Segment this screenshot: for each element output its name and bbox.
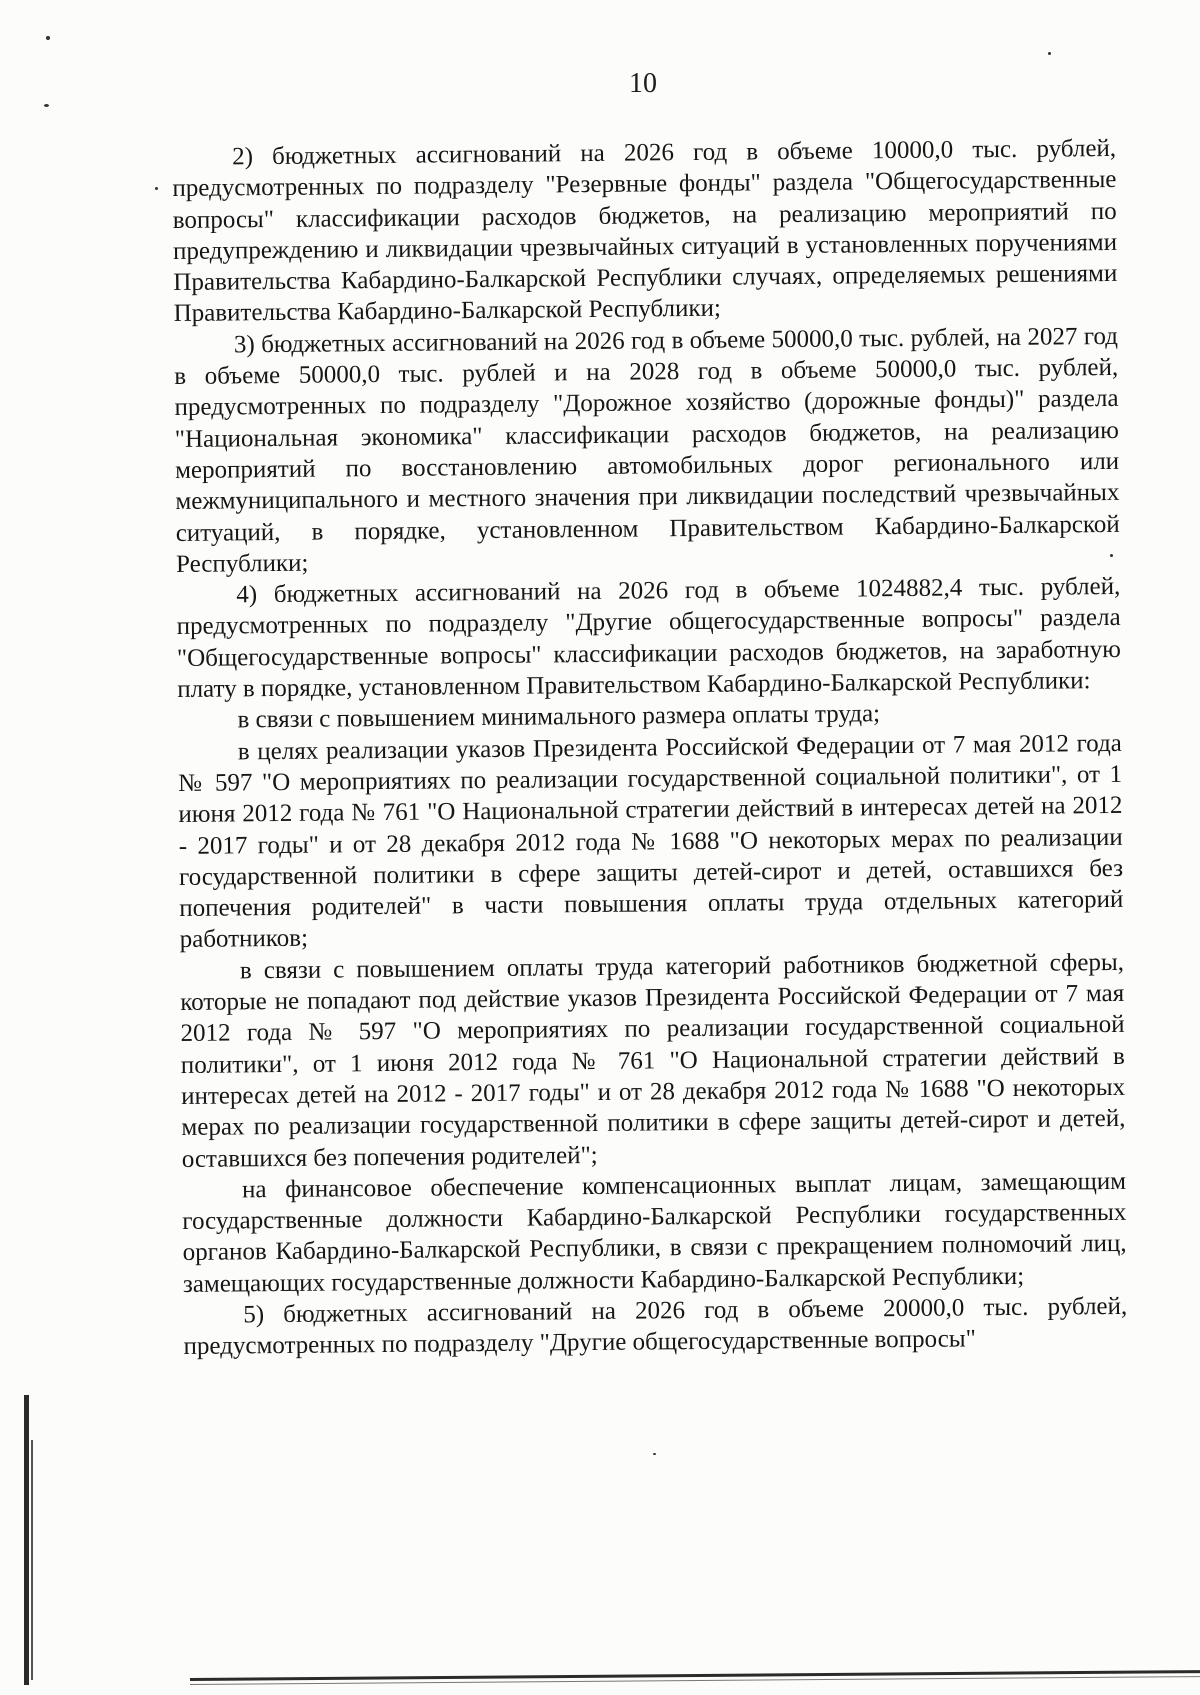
- scan-speck: [155, 187, 158, 190]
- body-text: [172, 133, 1128, 1363]
- scan-edge-bar-thin: [31, 1440, 33, 1680]
- paragraph-item-5: 5) бюджетных ассигнований на 2026 год в объеме 20000,0 тыс. рублей, предусмотренных по подразделу "Другие общегосударственные вопросы": [183, 1292, 1128, 1361]
- paragraph-item-2: 2) бюджетных ассигнований на 2026 год в объеме 10000,0 тыс. рублей, предусмотренных по подразделу "Резервные фонды" раздела "Общегосударственные вопросы" классификации расходов бюджетов, на реализацию мероприятий по предупреждению и ликвидации чрезвычайных ситуаций в установленных поручениями Правительства Кабардино-Балкарской Республики случаях, определяемых решениями Правительства Кабардино-Балкарской Республики;: [172, 134, 1118, 328]
- paragraph-compensation-payments: на финансовое обеспечение компенсационных выплат лицам, замещающим государственные должности Кабардино-Балкарской Республики государственных органов Кабардино-Балкарской Республики, в связи с прекращением полномочий лиц, замещающих государственные должности Кабардино-Балкарской Республики;: [182, 1167, 1127, 1298]
- paragraph-item-3: 3) бюджетных ассигнований на 2026 год в объеме 50000,0 тыс. рублей, на 2027 год в объеме 50000,0 тыс. рублей и на 2028 год в объеме 50000,0 тыс. рублей, предусмотренных по подразделу "Дорожное хозяйство (дорожные фонды)" раздела "Национальная экономика" классификации расходов бюджетов, на реализацию мероприятий по восстановлению автомобильных дорог регионального или межмуниципального и местного значения при ликвидации последствий чрезвычайных ситуаций, в порядке, установленном Правительством Кабардино-Балкарской Республики;: [174, 322, 1120, 578]
- scan-speck: [1110, 554, 1113, 557]
- paragraph-presidential-decrees: в целях реализации указов Президента Российской Федерации от 7 мая 2012 года № 597 "О мероприятиях по реализации государственной социальной политики", от 1 июня 2012 года № 761 "О Национальной стратегии действий в интересах детей на 2012 - 2017 годы" и от 28 декабря 2012 года № 1688 "О некоторых мерах по реализации государственной политики в сфере защиты детей-сирот и детей, оставшихся без попечения родителей" в части повышения оплаты труда отдельных категорий работников;: [178, 729, 1124, 954]
- scan-edge-bar: [24, 1395, 29, 1685]
- scan-speck: [44, 104, 49, 107]
- paragraph-budget-sector-wages: в связи с повышением оплаты труда категорий работников бюджетной сферы, которые не попадают под действие указов Президента Российской Федерации от 7 мая 2012 года № 597 "О мероприятиях по реализации государственной социальной политики", от 1 июня 2012 года № 761 "О Национальной стратегии действий в интересах детей на 2012 - 2017 годы" и от 28 декабря 2012 года № 1688 "О некоторых мерах по реализации государственной политики в сфере защиты детей-сирот и детей, оставшихся без попечения родителей";: [180, 948, 1126, 1173]
- page-number: 10: [629, 68, 657, 99]
- scan-speck: [46, 36, 50, 40]
- paragraph-item-4: 4) бюджетных ассигнований на 2026 год в объеме 1024882,4 тыс. рублей, предусмотренных по подразделу "Другие общегосударственные вопросы" раздела "Общегосударственные вопросы" классификации расходов бюджетов, на заработную плату в порядке, установленном Правительством Кабардино-Балкарской Республики:: [176, 573, 1122, 704]
- paragraph-min-wage: в связи с повышением минимального размера оплаты труда;: [237, 700, 881, 734]
- scan-speck: [653, 1453, 656, 1455]
- scan-speck: [1048, 52, 1051, 55]
